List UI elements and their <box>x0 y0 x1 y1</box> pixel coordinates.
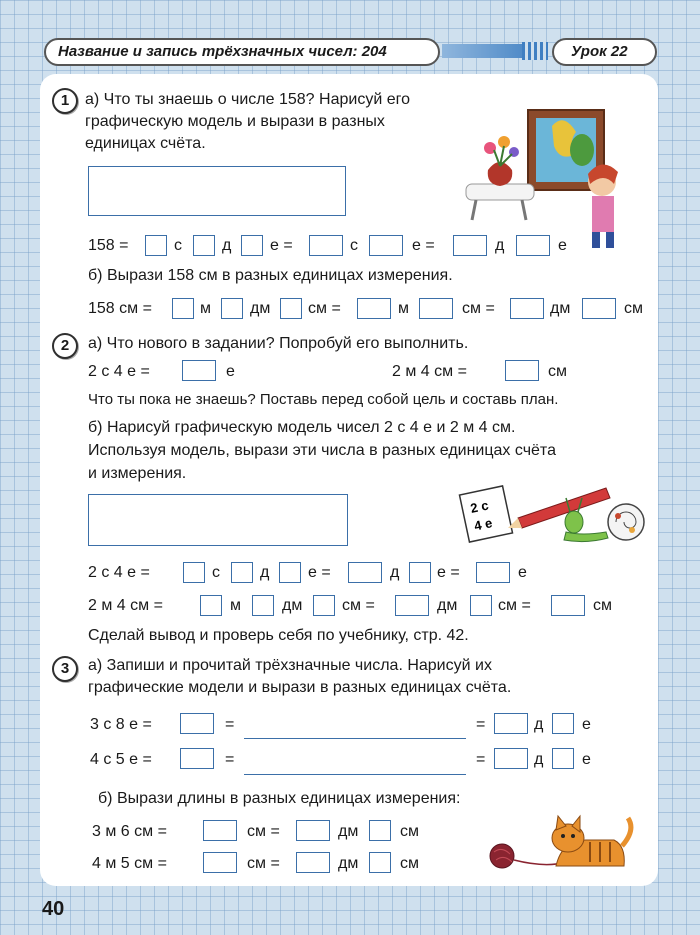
eq-sign: = <box>225 751 235 768</box>
answer-box[interactable] <box>203 820 237 841</box>
task2-number: 2 <box>52 333 78 359</box>
answer-box[interactable] <box>494 713 528 734</box>
answer-box[interactable] <box>231 562 253 583</box>
answer-box[interactable] <box>395 595 429 616</box>
unit-label: с <box>174 237 182 254</box>
card-text-bottom: 4 е <box>472 515 494 534</box>
unit-label: м <box>398 300 409 317</box>
answer-box[interactable] <box>183 562 205 583</box>
answer-box[interactable] <box>510 298 544 319</box>
answer-box[interactable] <box>369 852 391 873</box>
task1-a-line3: единицах счёта. <box>85 135 206 152</box>
task1-number: 1 <box>52 88 78 114</box>
unit-label: е = <box>308 564 331 581</box>
task3-r3-lead: 3 м 6 см = <box>92 823 167 840</box>
task2-b-line2: Используя модель, вырази эти числа в разных единицах счёта <box>88 442 556 459</box>
answer-box[interactable] <box>494 748 528 769</box>
task2-b-line3: и измерения. <box>88 465 187 482</box>
task3-a-line1: а) Запиши и прочитай трёхзначные числа. Нарисуй их <box>88 657 492 674</box>
answer-box[interactable] <box>409 562 431 583</box>
unit-label: см = <box>462 300 495 317</box>
cat-yarn-illustration <box>486 810 636 876</box>
unit-label: д <box>390 564 400 581</box>
answer-box[interactable] <box>252 595 274 616</box>
unit-label: дм <box>338 855 359 872</box>
task2-eqA2-lead: 2 м 4 см = <box>392 363 467 380</box>
answer-box[interactable] <box>313 595 335 616</box>
answer-box[interactable] <box>369 235 403 256</box>
unit-label: см = <box>247 823 280 840</box>
task3-r4-lead: 4 м 5 см = <box>92 855 167 872</box>
unit-label: е = <box>270 237 293 254</box>
unit-label: см = <box>342 597 375 614</box>
answer-box[interactable] <box>582 298 616 319</box>
unit-label: см = <box>247 855 280 872</box>
unit-label: д <box>260 564 270 581</box>
answer-box[interactable] <box>180 713 214 734</box>
unit-label: дм <box>550 300 571 317</box>
task1-eq2-lead: 158 см = <box>88 300 152 317</box>
task1-b-line: б) Вырази 158 см в разных единицах измерения. <box>88 267 453 284</box>
unit-label: дм <box>437 597 458 614</box>
unit-label: м <box>230 597 241 614</box>
task1-eq1-lead: 158 = <box>88 237 129 254</box>
answer-box[interactable] <box>357 298 391 319</box>
answer-box[interactable] <box>453 235 487 256</box>
answer-box[interactable] <box>551 595 585 616</box>
unit-label: с <box>212 564 220 581</box>
girl-painting-illustration <box>464 102 634 252</box>
unit-label: е <box>226 363 235 380</box>
lesson-label: Урок 22 <box>571 43 628 60</box>
task2-eq4-lead: 2 м 4 см = <box>88 597 163 614</box>
answer-box[interactable] <box>180 748 214 769</box>
snail-pencil-illustration <box>456 484 646 554</box>
answer-box[interactable] <box>145 235 167 256</box>
answer-box[interactable] <box>296 852 330 873</box>
answer-box[interactable] <box>280 298 302 319</box>
unit-label: дм <box>338 823 359 840</box>
task3-r1-lead: 3 с 8 е = <box>90 716 152 733</box>
unit-label: е <box>518 564 527 581</box>
answer-box[interactable] <box>279 562 301 583</box>
answer-box[interactable] <box>552 748 574 769</box>
unit-label: см <box>593 597 612 614</box>
unit-label: дм <box>282 597 303 614</box>
task1-a-line2: графическую модель и вырази в разных <box>85 113 385 130</box>
answer-box[interactable] <box>200 595 222 616</box>
answer-box[interactable] <box>193 235 215 256</box>
task2-goal-line: Что ты пока не знаешь? Поставь перед собой цель и составь план. <box>88 391 559 408</box>
answer-box[interactable] <box>221 298 243 319</box>
unit-label: е = <box>437 564 460 581</box>
answer-box[interactable] <box>552 713 574 734</box>
unit-label: е <box>582 716 591 733</box>
unit-label: см = <box>498 597 531 614</box>
answer-box[interactable] <box>470 595 492 616</box>
unit-label: см <box>400 823 419 840</box>
answer-box[interactable] <box>516 235 550 256</box>
unit-label: см <box>548 363 567 380</box>
unit-label: см = <box>308 300 341 317</box>
unit-label: д <box>534 716 544 733</box>
page-title: Название и запись трёхзначных чисел: 204 <box>58 43 387 60</box>
answer-box[interactable] <box>348 562 382 583</box>
task2-eq3-lead: 2 с 4 е = <box>88 564 150 581</box>
answer-box[interactable] <box>505 360 539 381</box>
header-decor-stripes <box>522 42 548 60</box>
answer-box[interactable] <box>241 235 263 256</box>
unit-label: е <box>558 237 567 254</box>
unit-label: д <box>495 237 505 254</box>
eq-sign: = <box>476 751 486 768</box>
answer-box[interactable] <box>309 235 343 256</box>
card-text-top: 2 с <box>468 497 490 516</box>
unit-label: д <box>534 751 544 768</box>
answer-box[interactable] <box>203 852 237 873</box>
unit-label: е <box>582 751 591 768</box>
eq-sign: = <box>225 716 235 733</box>
task3-r2-lead: 4 с 5 е = <box>90 751 152 768</box>
unit-label: м <box>200 300 211 317</box>
unit-label: с <box>350 237 358 254</box>
task2-check-line: Сделай вывод и проверь себя по учебнику, стр. 42. <box>88 627 469 644</box>
task3-b-line: б) Вырази длины в разных единицах измерения: <box>98 790 461 807</box>
task2-a-line: а) Что нового в задании? Попробуй его выполнить. <box>88 335 469 352</box>
unit-label: см <box>400 855 419 872</box>
task2-b-line1: б) Нарисуй графическую модель чисел 2 с 4 е и 2 м 4 см. <box>88 419 516 436</box>
unit-label: см <box>624 300 643 317</box>
answer-line[interactable] <box>244 774 466 775</box>
task3-a-line2: графические модели и вырази в разных единицах счёта. <box>88 679 512 696</box>
answer-box[interactable] <box>172 298 194 319</box>
task3-number: 3 <box>52 656 78 682</box>
answer-box[interactable] <box>419 298 453 319</box>
answer-box[interactable] <box>182 360 216 381</box>
task2-drawing-box[interactable] <box>88 494 348 546</box>
answer-box[interactable] <box>369 820 391 841</box>
answer-box[interactable] <box>476 562 510 583</box>
eq-sign: = <box>476 716 486 733</box>
task1-a-line1: а) Что ты знаешь о числе 158? Нарисуй его <box>85 91 410 108</box>
answer-box[interactable] <box>296 820 330 841</box>
unit-label: дм <box>250 300 271 317</box>
task2-eqA1-lead: 2 с 4 е = <box>88 363 150 380</box>
task1-drawing-box[interactable] <box>88 166 346 216</box>
answer-line[interactable] <box>244 738 466 739</box>
unit-label: д <box>222 237 232 254</box>
page-number: 40 <box>42 898 65 920</box>
unit-label: е = <box>412 237 435 254</box>
